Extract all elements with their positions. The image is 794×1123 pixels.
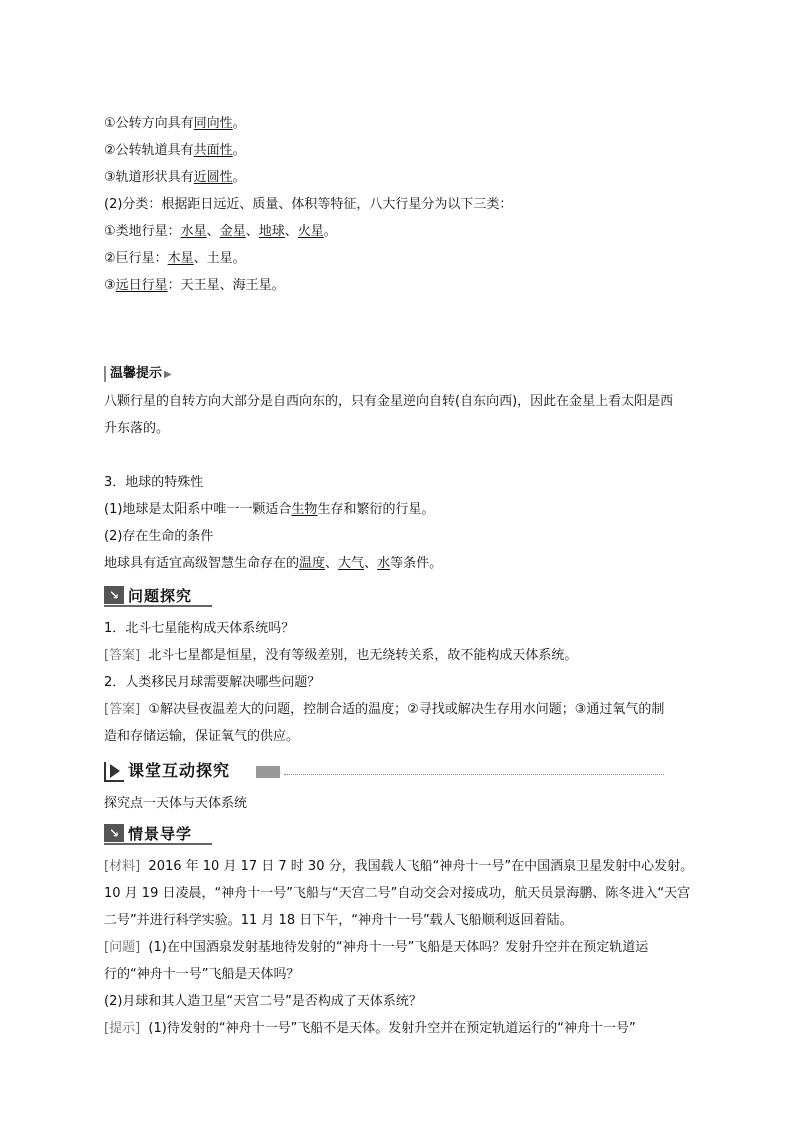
heading-underline xyxy=(104,843,212,845)
giant-planets-line: ②巨行星：木星、土星。 xyxy=(104,251,246,266)
answer-blank: 共面性 xyxy=(193,143,233,158)
answer-1: [答案] 北斗七星都是恒星，没有等级差别，也无绕转关系，故不能构成天体系统。 xyxy=(104,648,578,663)
scenario-heading: ↘ 情景导学 xyxy=(104,823,192,843)
question-2: 2．人类移民月球需要解决哪些问题？ xyxy=(104,675,321,690)
section-decoration xyxy=(256,766,280,778)
earth-heading: 3．地球的特殊性 xyxy=(104,475,204,490)
arrow-icon: ↘ xyxy=(104,824,124,842)
earth-p3: 地球具有适宜高级智慧生命存在的温度、大气、水等条件。 xyxy=(104,556,443,571)
orbit-plane-line: ②公转轨道具有共面性。 xyxy=(104,143,246,158)
classification-intro: (2)分类：根据距日远近、质量、体积等特征，八大行星分为以下三类： xyxy=(104,197,513,212)
hint-line-1: [提示] (1)待发射的“神舟十一号”飞船不是天体。发射升空并在预定轨道运行的“神舟十一号” xyxy=(104,1021,636,1036)
earth-p2: (2)存在生命的条件 xyxy=(104,529,214,544)
terrestrial-planets-line: ①类地行星：水星、金星、地球、火星。 xyxy=(104,224,337,239)
tip-marker-bar xyxy=(104,366,106,382)
section-dotted-rule xyxy=(284,774,664,775)
question-1: 1．北斗七星能构成天体系统吗？ xyxy=(104,621,295,636)
far-planets-line: ③远日行星：天王星、海王星。 xyxy=(104,278,285,293)
earth-p1: (1)地球是太阳系中唯一一颗适合生物生存和繁衍的行星。 xyxy=(104,502,435,517)
material-line-1: [材料] 2016 年 10 月 17 日 7 时 30 分，我国载人飞船“神舟十一号”在中国酒泉卫星发射中心发射。 xyxy=(104,859,694,874)
orbit-shape-line: ③轨道形状具有近圆性。 xyxy=(104,170,246,185)
explore-point-title: 探究点一天体与天体系统 xyxy=(104,796,248,811)
answer-blank: 近圆性 xyxy=(193,170,233,185)
question-explore-heading: ↘ 问题探究 xyxy=(104,585,192,605)
section-banner: 课堂互动探究 xyxy=(104,760,664,782)
heading-underline xyxy=(104,605,212,607)
arrow-icon: ↘ xyxy=(104,586,124,604)
material-line-2: 10 月 19 日凌晨，“神舟十一号”飞船与“天宫二号”自动交会对接成功，航天员景海鹏、陈冬进入“天宫 xyxy=(104,886,691,901)
tip-text-line-1: 八颗行星的自转方向大部分是自西向东的，只有金星逆向自转(自东向西)，因此在金星上看太阳是西 xyxy=(104,394,674,409)
answer-2-line-2: 造和存储运输，保证氧气的供应。 xyxy=(104,729,300,744)
answer-2-line-1: [答案] ①解决昼夜温差大的问题，控制合适的温度；②寻找或解决生存用水问题；③通过氧气的制 xyxy=(104,702,665,717)
tip-title: 温馨提示 ▶ xyxy=(110,366,172,381)
material-line-3: 二号”并进行科学实验。11 月 18 日下午，“神舟十一号”载人飞船顺利返回着陆。 xyxy=(104,913,573,928)
orbit-direction-line: ①公转方向具有同向性。 xyxy=(104,116,246,131)
question-line-1: [问题] (1)在中国酒泉发射基地待发射的“神舟十一号”飞船是天体吗？发射升空并在预定轨道运 xyxy=(104,940,649,955)
answer-blank: 同向性 xyxy=(193,116,233,131)
play-arrow-icon: ▶ xyxy=(164,369,172,380)
question-line-3: (2)月球和其人造卫星“天宫二号”是否构成了天体系统？ xyxy=(104,994,422,1009)
question-line-2: 行的“神舟十一号”飞船是天体吗？ xyxy=(104,967,300,982)
tip-text-line-2: 升东落的。 xyxy=(104,421,170,436)
section-arrow-icon xyxy=(110,764,120,778)
